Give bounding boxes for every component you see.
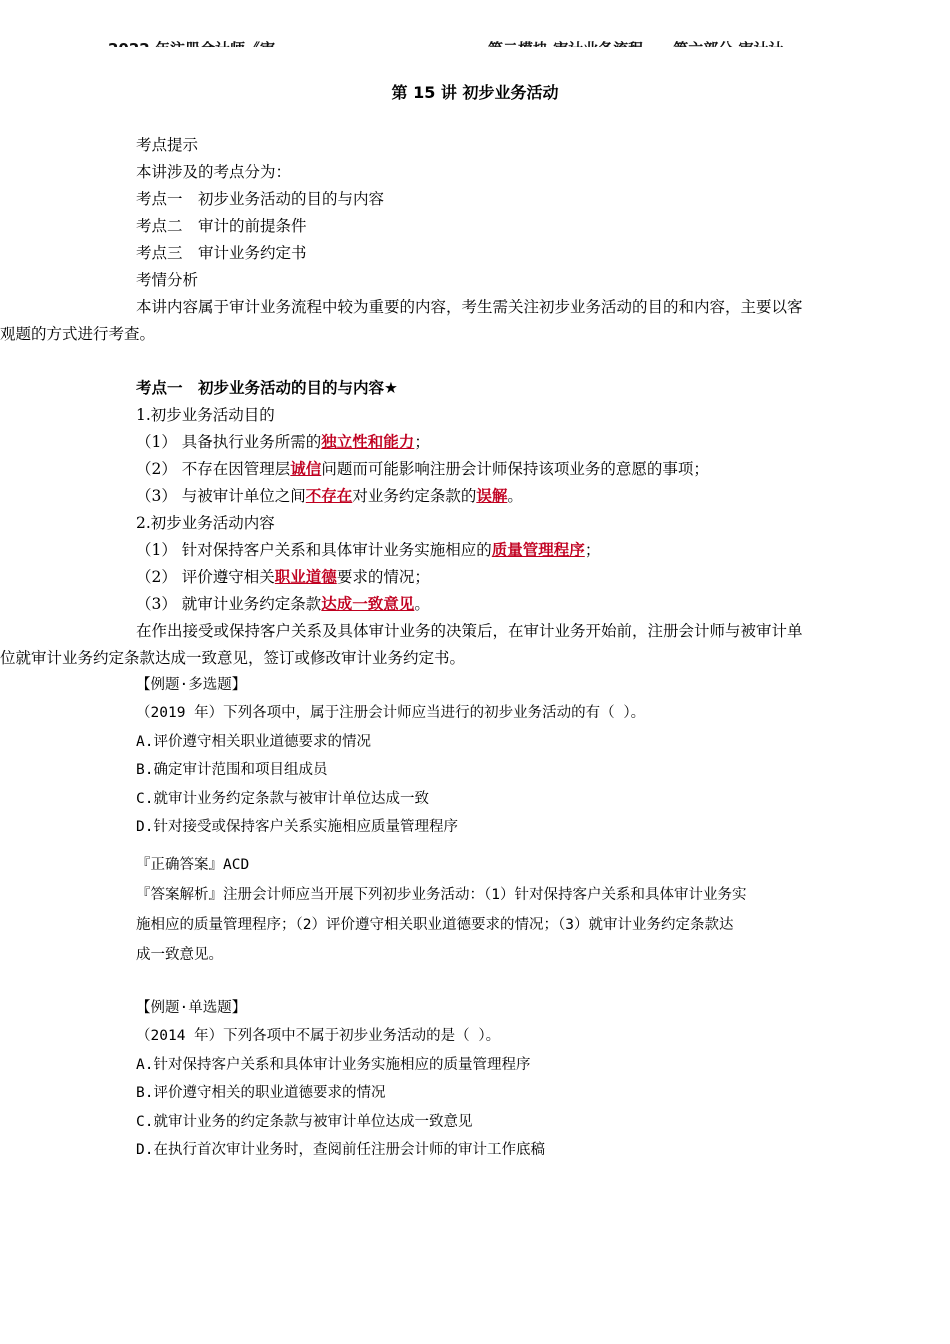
closing-line: 在作出接受或保持客户关系及具体审计业务的决策后，在审计业务开始前，注册会计师与被审计单	[136, 622, 803, 640]
option-item: B.评价遵守相关的职业道德要求的情况	[136, 1085, 386, 1101]
section-heading: 考点一 初步业务活动的目的与内容★	[136, 379, 398, 397]
page-header	[0, 38, 950, 60]
content-heading: 2.初步业务活动内容	[136, 514, 275, 532]
header-cutoff	[0, 47, 950, 60]
option-item: B.确定审计范围和项目组成员	[136, 762, 328, 778]
purpose-item: （2） 不存在因管理层诚信问题而可能影响注册会计师保持该项业务的意愿的事项；	[136, 460, 709, 478]
highlight-term: 独立性和能力	[321, 433, 415, 451]
answer-analysis-line: 『答案解析』注册会计师应当开展下列初步业务活动：（1）针对保持客户关系和具体审计业务实	[136, 886, 747, 903]
correct-answer: 『正确答案』ACD	[136, 856, 250, 873]
point-item: 考点一 初步业务活动的目的与内容	[136, 190, 385, 208]
spacer	[136, 348, 846, 375]
option-item: C.就审计业务约定条款与被审计单位达成一致	[136, 790, 429, 807]
point-item: 考点三 审计业务约定书	[136, 244, 307, 262]
tips-heading: 考点提示	[136, 136, 199, 154]
example-label: 【例题·多选题】	[136, 677, 247, 693]
highlight-term: 质量管理程序	[491, 541, 585, 559]
option-item: D.在执行首次审计业务时，查阅前任注册会计师的审计工作底稿	[136, 1142, 545, 1158]
scope-line: 本讲涉及的考点分为：	[136, 163, 292, 181]
purpose-item: （1） 具备执行业务所需的独立性和能力；	[136, 433, 430, 451]
example-question: （2019 年）下列各项中，属于注册会计师应当进行的初步业务活动的有（ ）。	[136, 705, 646, 721]
answer-analysis-line: 成一致意见。	[136, 946, 223, 963]
page-title: 第 15 讲 初步业务活动	[391, 83, 559, 102]
example-label: 【例题·单选题】	[136, 999, 247, 1016]
document-body	[0, 132, 846, 1165]
analysis-line: 本讲内容属于审计业务流程中较为重要的内容，考生需关注初步业务活动的目的和内容，主要以客	[136, 298, 803, 316]
analysis-line: 观题的方式进行考查。	[0, 325, 156, 343]
point-item: 考点二 审计的前提条件	[136, 217, 307, 235]
content-item: （3） 就审计业务约定条款达成一致意见。	[136, 595, 430, 613]
highlight-term: 诚信	[290, 460, 322, 478]
option-item: C.就审计业务的约定条款与被审计单位达成一致意见	[136, 1113, 473, 1130]
highlight-term: 职业道德	[274, 568, 337, 586]
content-item: （2） 评价遵守相关职业道德要求的情况；	[136, 568, 430, 586]
option-item: D.针对接受或保持客户关系实施相应质量管理程序	[136, 819, 458, 835]
option-item: A.评价遵守相关职业道德要求的情况	[136, 733, 371, 750]
closing-line: 位就审计业务约定条款达成一致意见，签订或修改审计业务约定书。	[0, 649, 466, 667]
highlight-term: 不存在	[305, 487, 353, 505]
purpose-heading: 1.初步业务活动目的	[136, 406, 275, 424]
content-item: （1） 针对保持客户关系和具体审计业务实施相应的质量管理程序；	[136, 541, 601, 559]
example-question: （2014 年）下列各项中不属于初步业务活动的是（ ）。	[136, 1028, 501, 1044]
analysis-heading: 考情分析	[136, 271, 199, 289]
purpose-item: （3） 与被审计单位之间不存在对业务约定条款的误解。	[136, 487, 523, 505]
option-item: A.针对保持客户关系和具体审计业务实施相应的质量管理程序	[136, 1056, 531, 1073]
answer-analysis-line: 施相应的质量管理程序；（2）评价遵守相关职业道德要求的情况；（3）就审计业务约定条款达	[136, 916, 734, 933]
highlight-term: 达成一致意见	[321, 595, 415, 613]
spacer	[136, 970, 846, 994]
spacer	[136, 842, 846, 850]
highlight-term: 误解	[476, 487, 508, 505]
